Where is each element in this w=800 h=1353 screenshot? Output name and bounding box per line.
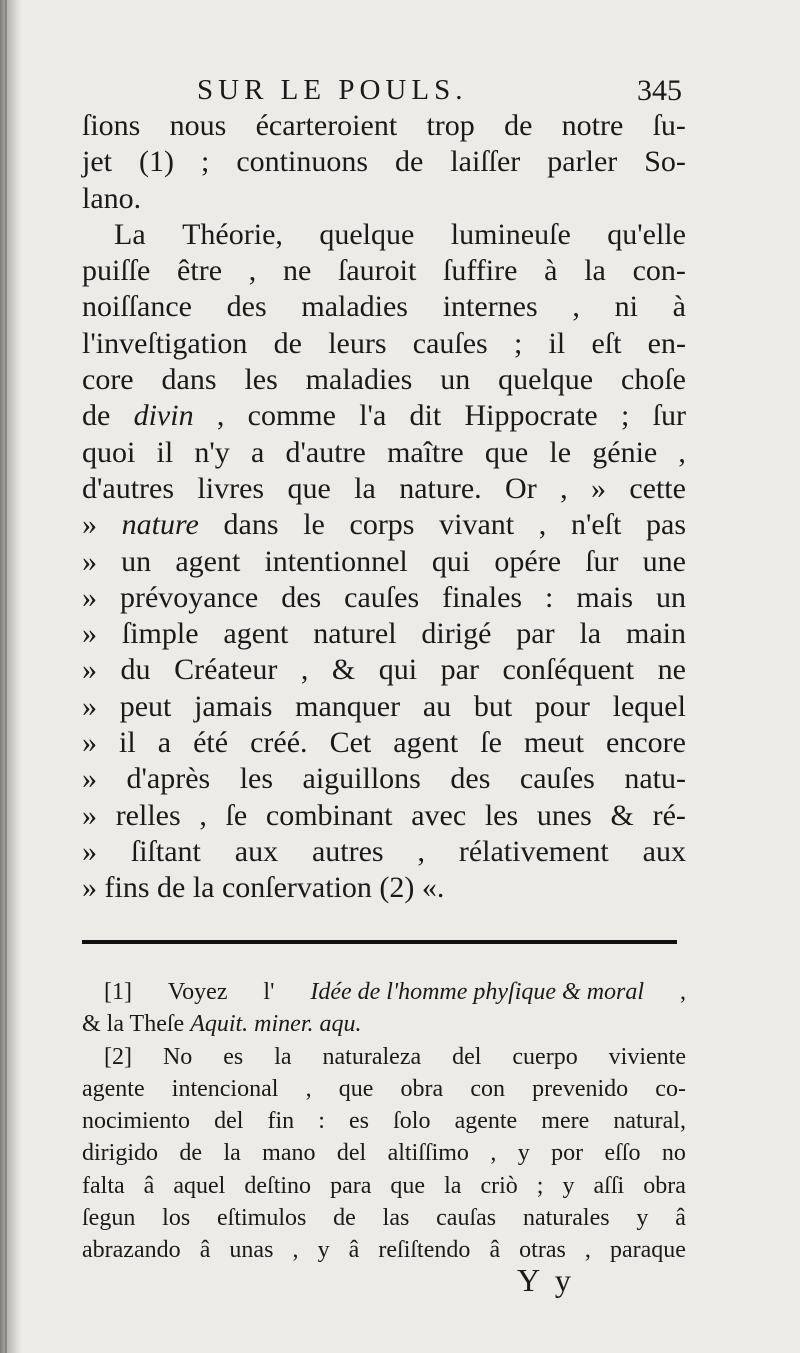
page-edge: [0, 0, 22, 1353]
body-line: quoi il n'y a d'autre maître que le génie ,: [82, 435, 686, 469]
body-line: d'autres livres que la nature. Or , » cette: [82, 471, 686, 505]
footnotes: [82, 976, 686, 1267]
footnote-line: falta â aquel deſtino para que la criò ; y aſſi obra: [82, 1172, 686, 1199]
footnote-line: & la Theſe Aquit. miner. aqu.: [82, 1011, 362, 1038]
body-text: [82, 108, 686, 907]
footnote-line: nocimiento del fin : es ſolo agente mere natural,: [82, 1108, 686, 1135]
footnote-line: agente intencional , que obra con prevenido co-: [82, 1075, 686, 1102]
footnote-line: [1] Voyez l' Idée de l'homme phyſique & moral ,: [104, 979, 686, 1005]
body-line: » fins de la conſervation (2) «.: [82, 871, 445, 905]
body-line: » nature dans le corps vivant , n'eſt pas: [82, 508, 686, 542]
body-line: » ſiſtant aux autres , rélativement aux: [82, 834, 686, 868]
running-head: [82, 74, 686, 110]
body-line: » du Créateur , & qui par conſéquent ne: [82, 653, 686, 687]
body-line: lano.: [82, 181, 142, 215]
body-line: l'inveſtigation de leurs cauſes ; il eſt en-: [82, 326, 686, 360]
signature-mark: Y y: [517, 1262, 575, 1298]
body-line: de divin , comme l'a dit Hippocrate ; ſur: [82, 399, 686, 433]
body-line: La Théorie, quelque lumineuſe qu'elle: [114, 217, 686, 251]
body-line: puiſſe être , ne ſauroit ſuffire à la con-: [82, 254, 686, 288]
body-line: noiſſance des maladies internes , ni à: [82, 290, 686, 324]
footnote-line: ſegun los eſtimulos de las cauſas naturales y â: [82, 1205, 686, 1232]
binding-shadow: [5, 0, 7, 1353]
footnote-rule: [82, 940, 677, 944]
body-line: jet (1) ; continuons de laiſſer parler So-: [82, 145, 686, 179]
body-line: core dans les maladies un quelque choſe: [82, 363, 686, 397]
body-line: » ſimple agent naturel dirigé par la main: [82, 617, 686, 651]
running-title: SUR LE POULS.: [197, 74, 468, 106]
footnote-line: dirigido de la mano del altiſſimo , y por eſſo no: [82, 1140, 686, 1167]
body-line: ſions nous écarteroient trop de notre ſu-: [82, 109, 686, 142]
body-line: » d'après les aiguillons des cauſes natu-: [82, 762, 686, 796]
footnote-line: [2] No es la naturaleza del cuerpo viviente: [104, 1043, 686, 1070]
body-line: » un agent intentionnel qui opére ſur une: [82, 544, 686, 578]
body-line: » relles , ſe combinant avec les unes & ré-: [82, 798, 686, 832]
page-number: 345: [637, 74, 682, 107]
body-line: » peut jamais manquer au but pour lequel: [82, 689, 686, 723]
body-line: » prévoyance des cauſes finales : mais un: [82, 580, 686, 614]
body-line: » il a été créé. Cet agent ſe meut encore: [82, 726, 686, 760]
footnote-line: abrazando â unas , y â reſiſtendo â otras , paraque: [82, 1237, 686, 1264]
